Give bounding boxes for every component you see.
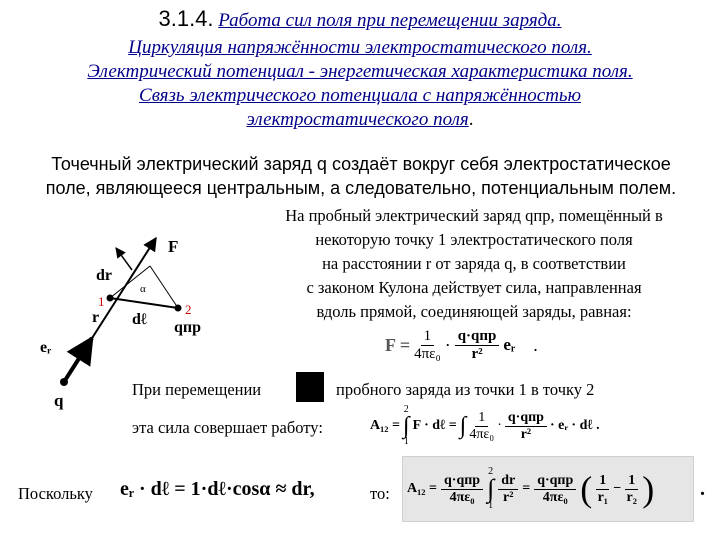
force-coef — [414, 328, 441, 363]
final-num2: dr — [498, 473, 518, 490]
right-text-line-5: вдоль прямой, соединяющей заряды, равная: — [316, 302, 632, 321]
subtitle-line-3: Связь электрического потенциала с напряжённостью — [139, 85, 581, 106]
final-den2: r² — [502, 489, 514, 505]
force-vec: eᵣ — [503, 335, 516, 354]
point-2-dot — [175, 305, 182, 312]
work-integral: 2 ∫ 1 — [402, 404, 410, 447]
subtitle-period: . — [468, 109, 474, 130]
since-text: Поскольку — [18, 484, 93, 503]
final-frac-4 — [596, 473, 609, 506]
force-lhs: F = — [385, 334, 411, 355]
final-frac-3 — [534, 473, 576, 506]
work-coef — [469, 410, 494, 443]
label-qpr: qпр — [174, 319, 202, 336]
right-text-line-4: с законом Кулона действует сила, направленная — [306, 278, 642, 297]
charge-diagram — [40, 210, 230, 410]
work-text: эта сила совершает работу: — [132, 418, 323, 437]
since-formula: eᵣ · dℓ = 1·dℓ·cosα ≈ dr, — [120, 478, 315, 500]
force-end: . — [533, 334, 538, 355]
final-den3: 4πε₀ — [542, 489, 568, 505]
dr-arrow — [116, 248, 132, 270]
right-text-line-2: некоторую точку 1 электростатического поля — [315, 230, 633, 249]
move-text-after: пробного заряда из точки 1 в точку 2 — [336, 380, 595, 399]
work-tail: · eᵣ · dℓ . — [549, 418, 600, 433]
final-frac-2 — [498, 473, 518, 506]
final-integral: 2 ∫ 1 — [487, 466, 495, 511]
projection-line — [150, 266, 178, 308]
work-coef-den: 4πε₀ — [469, 426, 495, 442]
final-int-bot: 1 — [488, 500, 494, 511]
work-lhs: A₁₂ = — [370, 418, 400, 433]
label-alpha: α — [140, 283, 146, 295]
force-coef-den: 4πε₀ — [414, 345, 441, 362]
label-dl: dℓ — [132, 311, 147, 328]
label-dr: dr — [96, 267, 112, 284]
force-num: q·qпр — [455, 328, 500, 346]
subtitle-line-2: Электрический потенциал - энергетическая характеристика поля. — [87, 61, 633, 82]
right-text-line-3: на расстоянии r от заряда q, в соответствии — [322, 254, 626, 273]
final-num3: q·qпр — [534, 473, 576, 490]
final-den1: 4πε₀ — [449, 489, 475, 505]
right-text-line-1: На пробный электрический заряд qпр, помещённый в — [285, 206, 663, 225]
work-int-bot: 1 — [403, 436, 409, 447]
label-r: r — [92, 309, 100, 326]
final-frac-5 — [625, 473, 638, 506]
final-end: . — [700, 478, 705, 500]
final-lhs: A₁₂ = — [407, 481, 437, 496]
final-a1: 1 — [596, 473, 609, 490]
subtitle-line-4: электростатического поля — [246, 109, 469, 130]
label-F: F — [168, 237, 179, 256]
work-integrand: F · dℓ = — [412, 418, 457, 433]
force-formula: F = $\frac{1}{\text{4πε₀}}$ · $\frac{\text{q·qпр}}{\text{r²}}$ eᵣ . — [385, 327, 538, 362]
work-int-top: 2 — [403, 404, 409, 415]
charge-q-dot — [60, 378, 68, 386]
section-number: 3.1.4. — [158, 6, 214, 31]
subtitle-line-1: Циркуляция напряжённости электростатического поля. — [128, 37, 592, 58]
work-num: q·qпр — [505, 410, 547, 427]
final-formula-box: A₁₂ = $\frac{\text{q·qпр}}{\text{4πε₀}}$ 2 ∫ 1 $\frac{dr}{\text{r²}}$ = $\frac{\text{q·qпр}}{\text{4πε₀}}$ ( $\frac{1}{\text{r₁}}$ − $\frac{1}{\text{r₂}}$ ) — [402, 456, 694, 522]
section-title: Работа сил поля при перемещении заряда. — [218, 10, 562, 31]
displacement-line — [110, 298, 178, 308]
move-text-before: При перемещении — [132, 380, 262, 399]
unit-vector-arrow — [64, 338, 92, 382]
title-line — [0, 6, 720, 34]
final-minus: − — [613, 481, 622, 496]
work-coef-num: 1 — [475, 410, 488, 427]
work-main — [505, 410, 547, 443]
final-num1: q·qпр — [441, 473, 483, 490]
final-eq: = — [522, 481, 531, 496]
final-int-top: 2 — [488, 466, 494, 477]
final-b2: r₂ — [626, 489, 637, 505]
final-b1: r₁ — [597, 489, 608, 505]
intro-line-2: поле, являющееся центральным, а следовательно, потенциальным полем. — [45, 178, 677, 198]
work-den: r² — [520, 426, 532, 442]
intro-line-1: Точечный электрический заряд q создаёт вокруг себя электростатическое — [51, 154, 671, 174]
test-charge-square — [296, 372, 324, 402]
force-main — [455, 328, 500, 363]
subtitle-line-4-wrap — [0, 108, 720, 131]
label-point-2: 2 — [185, 302, 192, 317]
work-formula: A₁₂ = 2 ∫ 1 F · dℓ = ∫ $\frac{1}{\text{4πε₀}}$ · $\frac{\text{q·qпр}}{\text{r²}}$ · eᵣ · dℓ . — [370, 404, 600, 447]
force-den: r² — [471, 345, 483, 362]
label-point-1: 1 — [98, 294, 105, 309]
then-text: то: — [370, 484, 390, 503]
final-frac-1 — [441, 473, 483, 506]
point-1-dot — [107, 295, 114, 302]
final-a2: 1 — [625, 473, 638, 490]
force-coef-num: 1 — [421, 328, 435, 346]
label-q: q — [54, 391, 64, 410]
label-er: eᵣ — [40, 339, 52, 356]
